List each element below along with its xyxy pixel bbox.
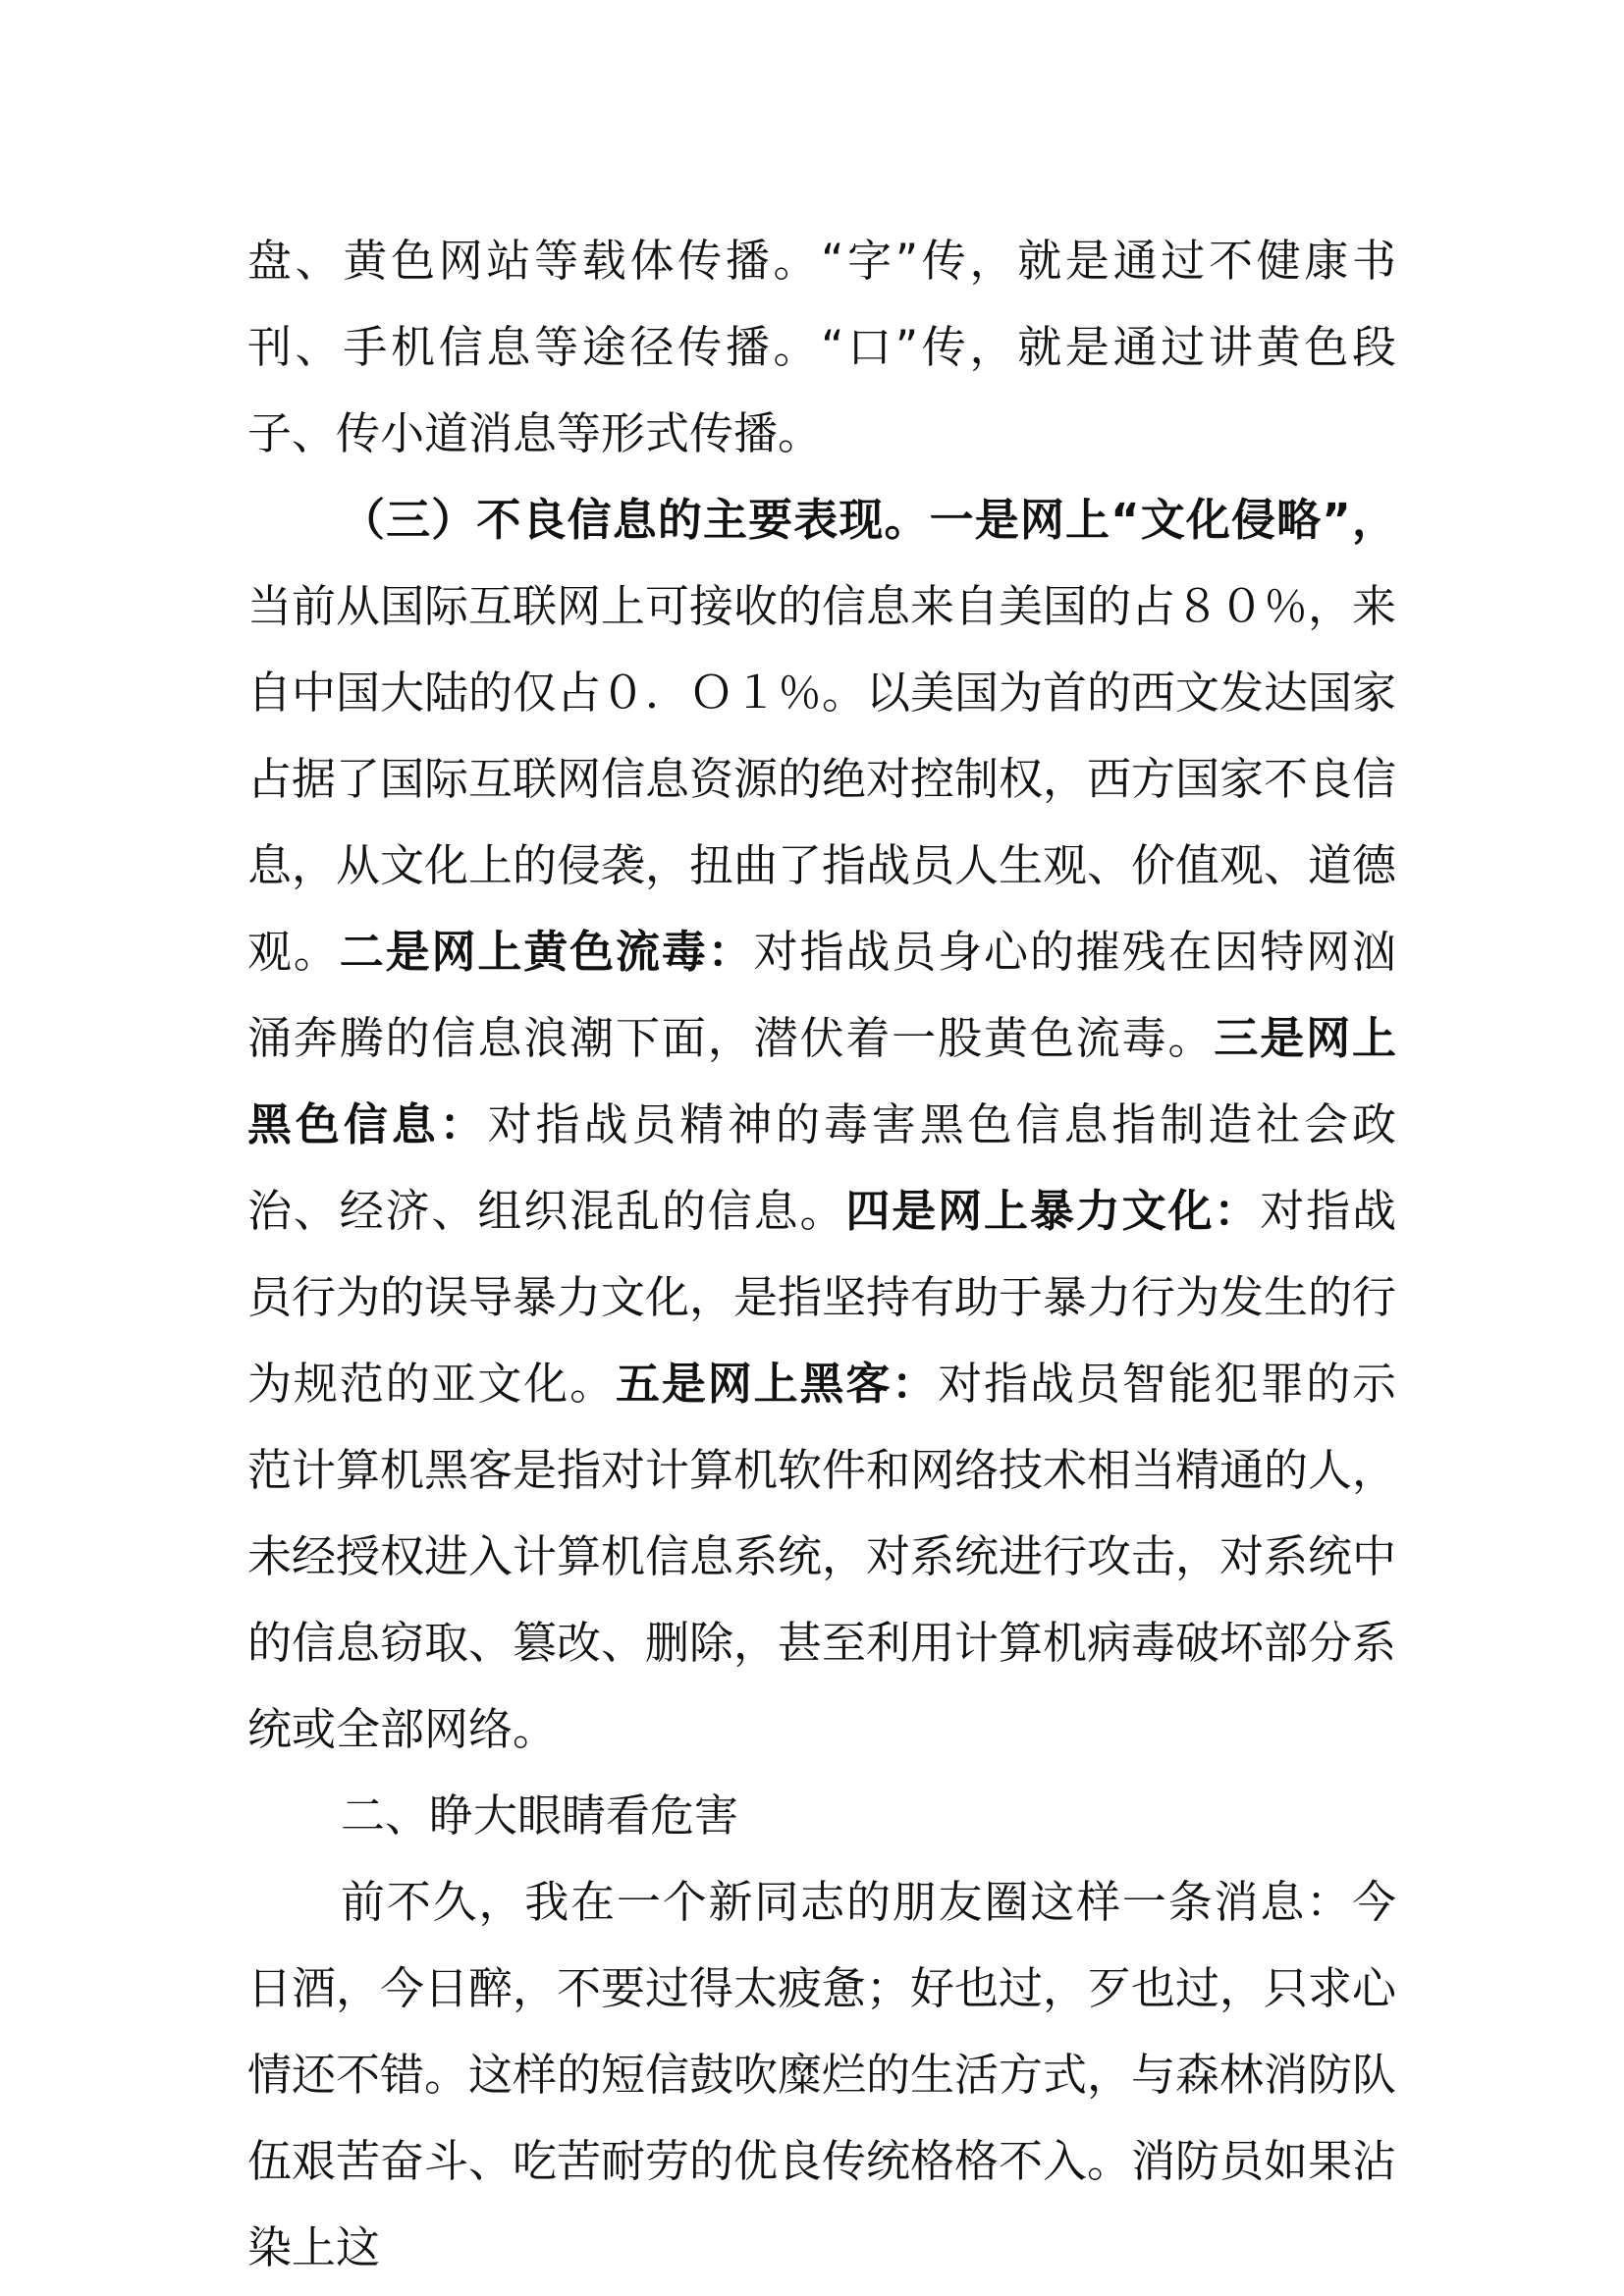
paragraph-text: 当前从国际互联网上可接收的信息来自美国的占８０％，来自中国大陆的仅占０．Ｏ１％。以美国为首的西文发达国家占据了国际互联网信息资源的绝对控制权，西方国家不良信息，从文化上的侵袭，扭曲了指战员人生观、价值观、道德观。 [247,580,1397,978]
paragraph-wechat-message [247,1859,1396,2291]
paragraph-text: 盘、黄色网站等载体传播。“字”传，就是通过不健康书刊、手机信息等途径传播。“口”传，就是通过讲黄色段子、传小道消息等形式传播。 [247,235,1396,459]
paragraph-bad-info-manifestations [247,477,1396,1773]
section-heading: 二、睁大眼睛看危害 [341,1789,739,1842]
bold-lead-4: 四是网上暴力文化： [845,1185,1261,1237]
bold-lead-5: 五是网上黑客： [616,1358,939,1410]
document-page [247,218,1396,2291]
paragraph-text: 前不久，我在一个新同志的朋友圈这样一条消息：今日酒，今日醉，不要过得太疲惫；好也过，歹也过，只求心情还不错。这样的短信鼓吹糜烂的生活方式，与森林消防队伍艰苦奋斗、吃苦耐劳的优良传统格格不入。消防员如果沾染上这 [247,1876,1397,2273]
paragraph-text: 对指战员智能犯罪的示范计算机黑客是指对计算机软件和网络技术相当精通的人，未经授权进入计算机信息系统，对系统进行攻击，对系统中的信息窃取、篡改、删除，甚至利用计算机病毒破坏部分系统或全部网络。 [247,1358,1397,1755]
bold-lead-2: 二是网上黄色流毒： [339,926,754,978]
paragraph-transmission-methods [247,218,1396,477]
paragraph-text: 对指战员身心的摧残在因特网汹涌奔腾的信息浪潮下面，潜伏着一股黄色流毒。 [247,926,1396,1064]
paragraph-text: 对指战员精神的毒害黑色信息指制造社会政治、经济、组织混乱的信息。 [247,1098,1396,1237]
subsection-heading: （三）不良信息的主要表现。一是网上“文化侵略”， [341,494,1396,546]
bold-lead-3: 三是网上黑色信息： [247,1012,1396,1150]
paragraph-text: 对指战员行为的误导暴力文化，是指坚持有助于暴力行为发生的行为规范的亚文化。 [247,1185,1397,1410]
